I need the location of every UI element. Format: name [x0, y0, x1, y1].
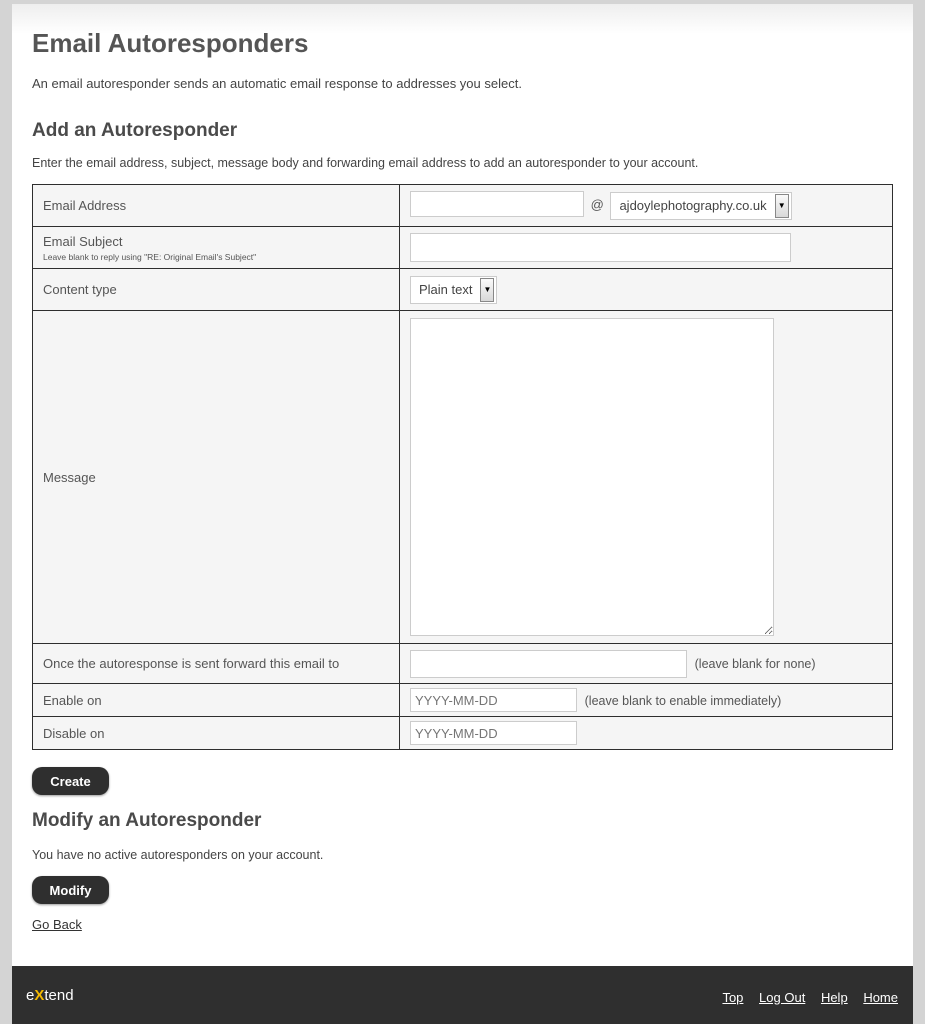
- footer: [12, 966, 913, 1024]
- row-forward: [33, 644, 893, 684]
- content-type-select-value: Plain text: [419, 282, 473, 297]
- row-content-type: [33, 269, 893, 311]
- content-type-label: Content type: [33, 269, 400, 311]
- row-email-subject: [33, 227, 893, 269]
- chevron-down-icon[interactable]: ▼: [480, 278, 494, 302]
- content-type-field-cell: [400, 269, 893, 311]
- chevron-down-icon[interactable]: ▼: [775, 194, 789, 218]
- brand-prefix: e: [26, 987, 35, 1004]
- page-intro: An email autoresponder sends an automatic email response to addresses you select.: [32, 76, 522, 91]
- modify-button[interactable]: Modify: [32, 876, 109, 904]
- row-enable-on: [33, 684, 893, 717]
- disable-on-label: Disable on: [33, 717, 400, 750]
- enable-on-note: (leave blank to enable immediately): [584, 693, 782, 708]
- add-section-heading: Add an Autoresponder: [32, 120, 238, 141]
- footer-link-home[interactable]: Home: [863, 990, 898, 1005]
- message-field-cell: [400, 311, 893, 644]
- content-type-select[interactable]: [410, 276, 497, 304]
- forward-email-input[interactable]: [410, 650, 687, 678]
- footer-link-log-out[interactable]: Log Out: [759, 990, 806, 1005]
- email-address-label: Email Address: [33, 185, 400, 227]
- brand-logo: [26, 987, 74, 1004]
- brand-suffix: tend: [44, 987, 74, 1004]
- footer-link-help[interactable]: Help: [820, 990, 848, 1005]
- modify-section-heading: Modify an Autoresponder: [32, 810, 262, 831]
- email-subject-label-cell: [33, 227, 400, 269]
- domain-select-value: ajdoylephotography.co.uk: [619, 198, 767, 214]
- row-message: [33, 311, 893, 644]
- enable-on-label: Enable on: [33, 684, 400, 717]
- email-subject-hint: Leave blank to reply using "RE: Original Email's Subject": [43, 251, 257, 262]
- email-subject-label: Email Subject: [43, 233, 123, 249]
- brand-x: X: [34, 987, 45, 1004]
- go-back-link[interactable]: Go Back: [32, 917, 82, 932]
- disable-on-field-cell: [400, 717, 893, 750]
- message-textarea[interactable]: [410, 318, 774, 636]
- forward-note: (leave blank for none): [694, 657, 816, 671]
- email-address-field-cell: [400, 185, 893, 227]
- forward-label: Once the autoresponse is sent forward this email to: [33, 644, 400, 684]
- page-container: [12, 4, 913, 1024]
- modify-status-text: You have no active autoresponders on your account.: [32, 848, 324, 862]
- message-label: Message: [33, 311, 400, 644]
- row-disable-on: [33, 717, 893, 750]
- email-subject-input[interactable]: [410, 233, 791, 262]
- page-title: Email Autoresponders: [32, 28, 309, 58]
- enable-on-input[interactable]: [410, 688, 577, 712]
- email-subject-field-cell: [400, 227, 893, 269]
- add-instructions: Enter the email address, subject, message body and forwarding email address to add an autoresponder to your account.: [32, 156, 699, 170]
- footer-link-top[interactable]: Top: [722, 990, 744, 1005]
- autoresponder-form-table: [32, 184, 893, 750]
- enable-on-field-cell: [400, 684, 893, 717]
- row-email-address: [33, 185, 893, 227]
- forward-field-cell: [400, 644, 893, 684]
- footer-links: [710, 990, 898, 1005]
- create-button[interactable]: Create: [32, 767, 109, 795]
- email-address-input[interactable]: [410, 191, 584, 217]
- domain-select[interactable]: [610, 192, 791, 220]
- at-sign: @: [590, 196, 604, 212]
- disable-on-input[interactable]: [410, 721, 577, 745]
